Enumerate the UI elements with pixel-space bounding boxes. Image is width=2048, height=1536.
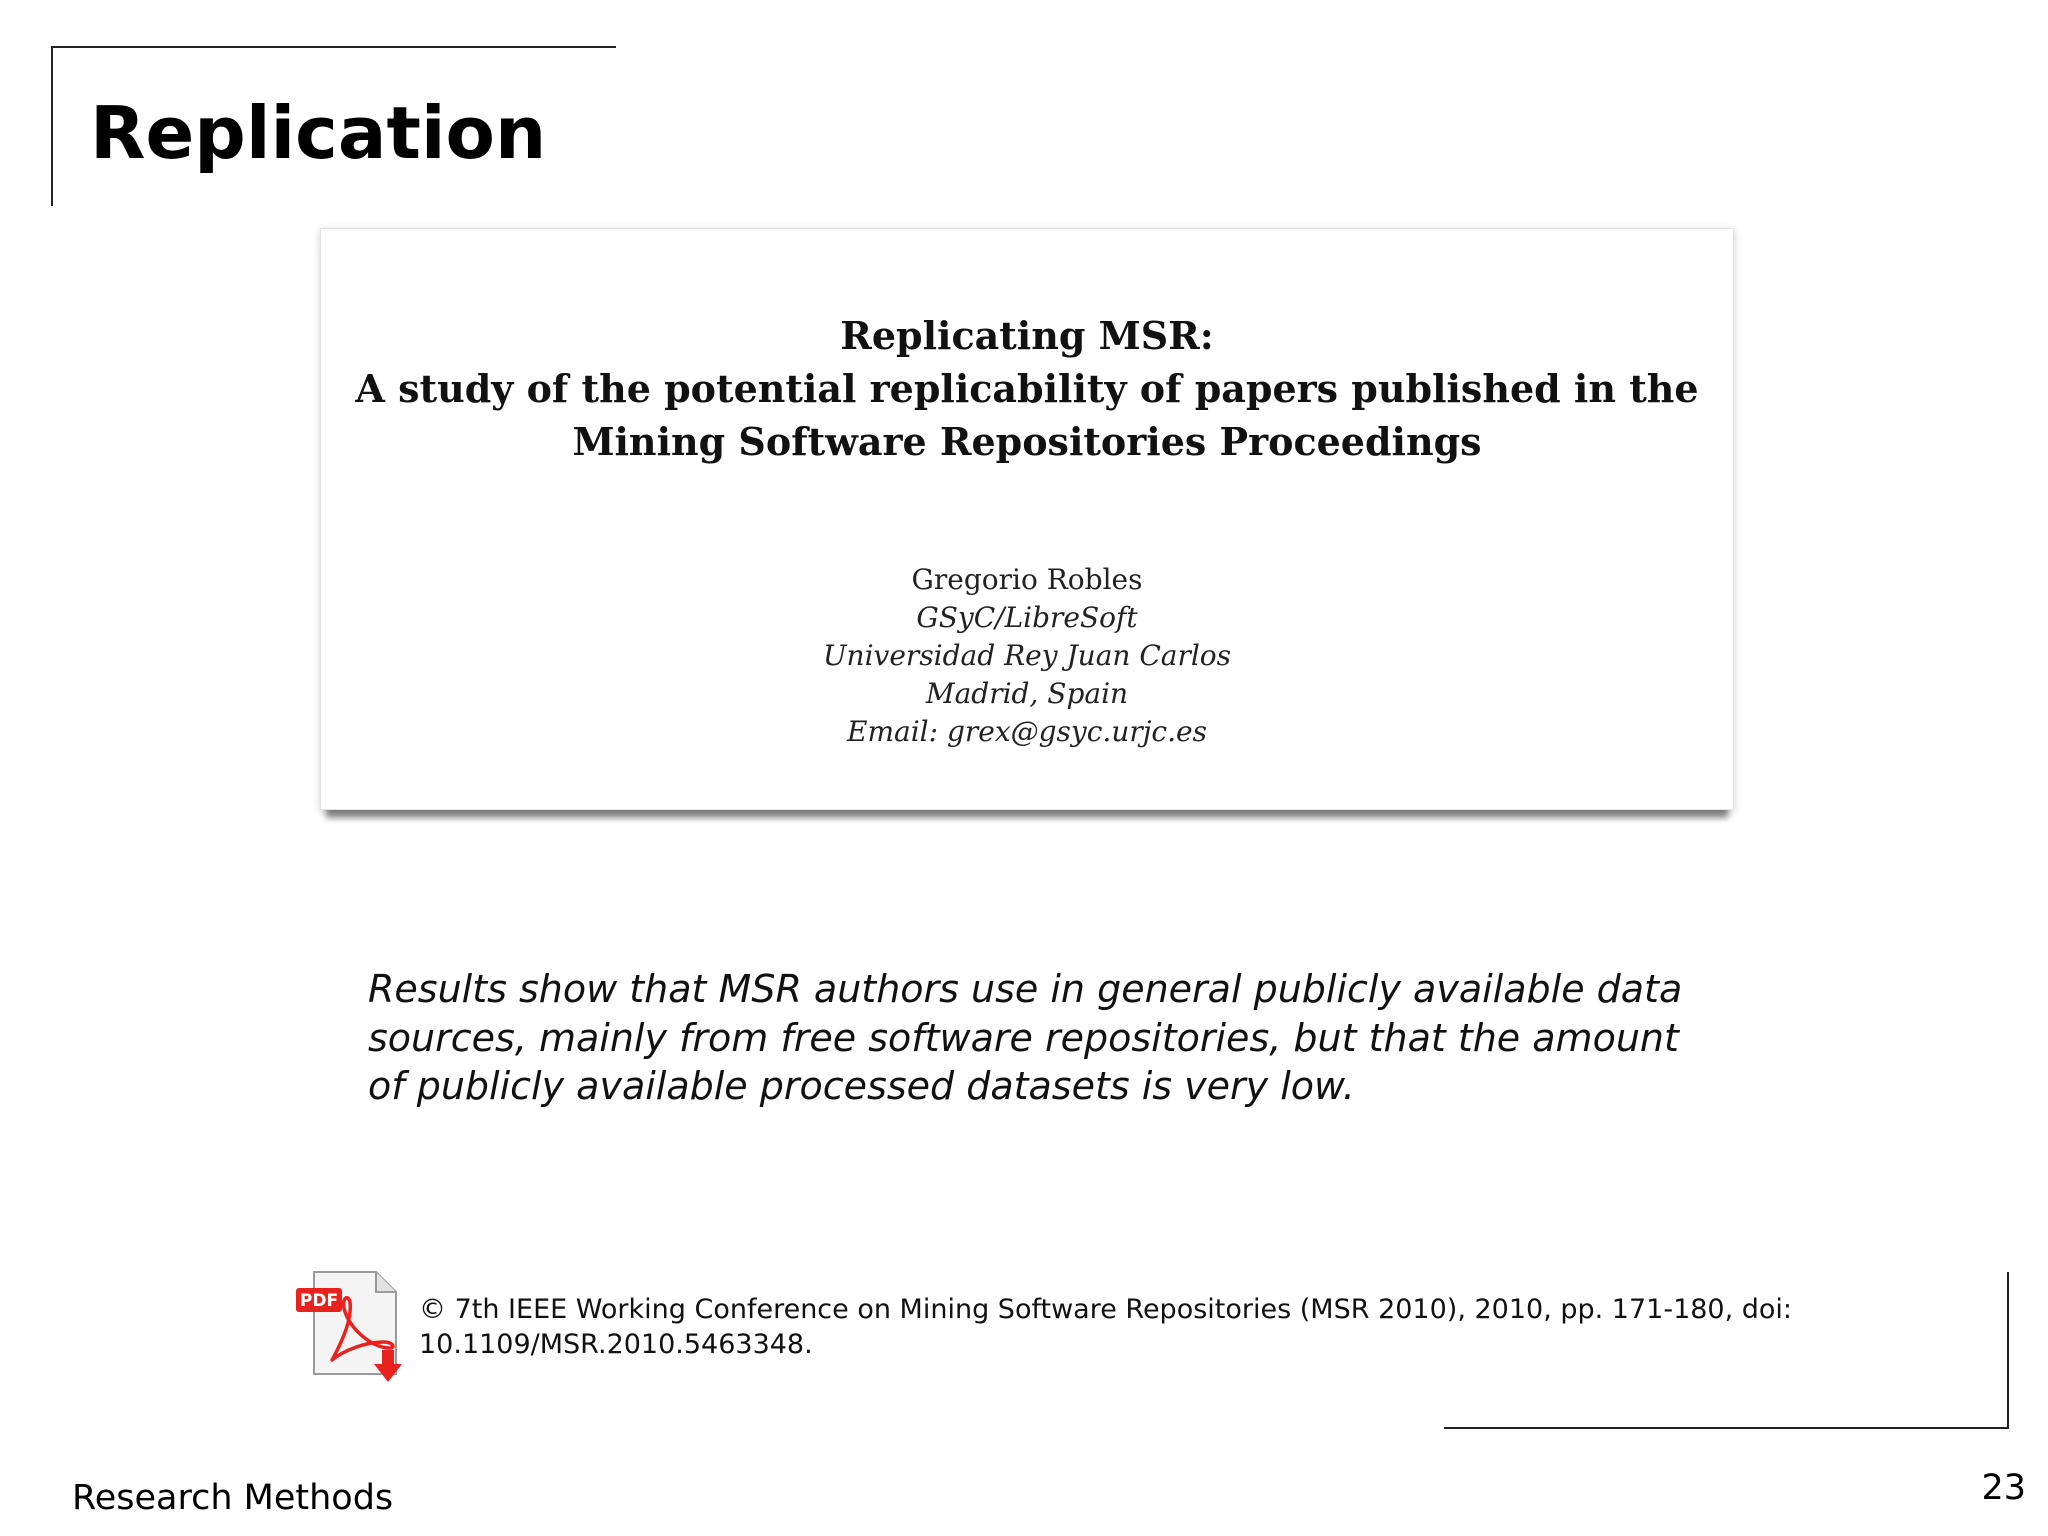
slide-title: Replication (90, 91, 547, 175)
paper-author-block (321, 561, 1733, 751)
paper-title-line: A study of the potential replicability of papers published in the (355, 366, 1699, 411)
page-number: 23 (1981, 1468, 2026, 1508)
paper-affiliation-line: GSyC/LibreSoft (916, 601, 1138, 634)
citation (419, 1292, 1889, 1362)
corner-bracket-top-vertical (51, 46, 53, 206)
paper-title (321, 309, 1733, 468)
corner-bracket-bottom-horizontal (1444, 1427, 2009, 1429)
quote-line: sources, mainly from free software repositories, but that the amount (368, 1015, 1679, 1060)
results-quote (368, 965, 1808, 1111)
citation-line: 10.1109/MSR.2010.5463348. (419, 1329, 813, 1360)
quote-line: Results show that MSR authors use in general publicly available data (368, 967, 1683, 1011)
pdf-icon-label: PDF (299, 1291, 339, 1311)
paper-title-line: Mining Software Repositories Proceedings (572, 419, 1482, 464)
corner-bracket-bottom-vertical (2007, 1272, 2009, 1427)
paper-email-line: Email: grex@gsyc.urjc.es (847, 715, 1207, 748)
paper-affiliation-line: Madrid, Spain (925, 677, 1129, 710)
paper-snapshot (320, 228, 1734, 810)
quote-line: of publicly available processed datasets is very low. (368, 1064, 1355, 1108)
citation-line: © 7th IEEE Working Conference on Mining Software Repositories (MSR 2010), 2010, pp. 171-180, doi: (419, 1294, 1793, 1325)
paper-title-line: Replicating MSR: (840, 313, 1214, 358)
paper-author-name: Gregorio Robles (911, 563, 1143, 596)
paper-affiliation-line: Universidad Rey Juan Carlos (822, 639, 1232, 672)
footer-course-title: Research Methods (72, 1478, 394, 1518)
pdf-download-icon[interactable] (292, 1268, 412, 1386)
corner-bracket-top-horizontal (51, 46, 616, 48)
